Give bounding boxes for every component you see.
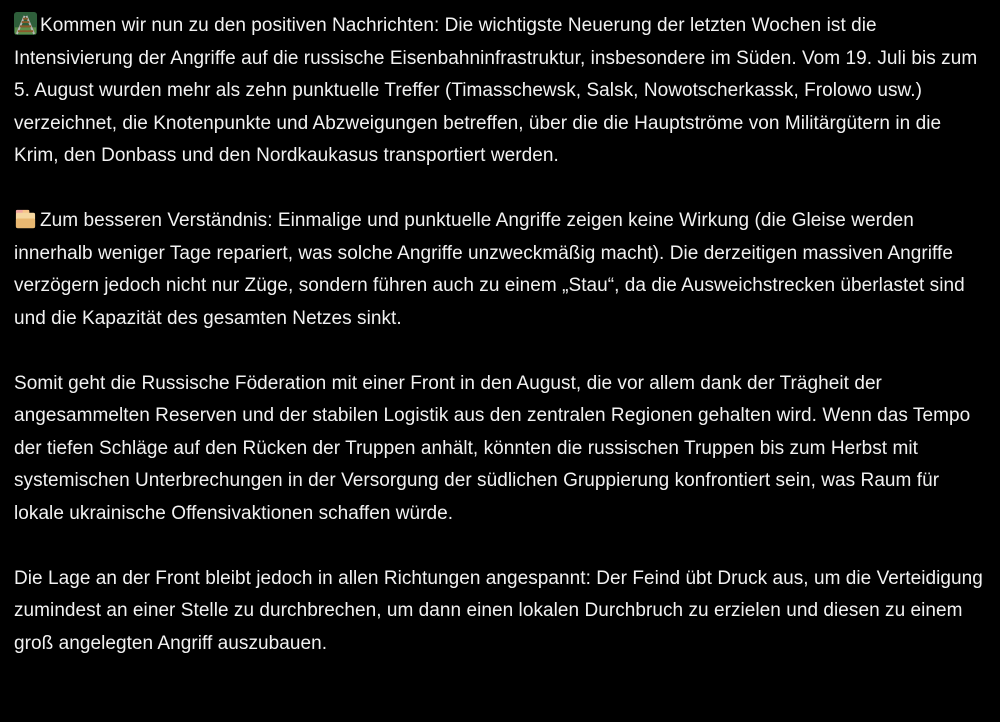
paragraph-text: Die Lage an der Front bleibt jedoch in allen Richtungen angespannt: Der Feind übt Druck aus, um die Verteidigung zumindest an einer Stelle zu durchbrechen, um dann einen lokalen Durchbruch zu erzielen und diesen zu einem groß angelegten Angriff auszubauen. — [14, 567, 983, 654]
paragraph-front-august — [14, 368, 989, 531]
paragraph-railway — [14, 10, 989, 173]
card-index-dividers-icon — [14, 207, 37, 230]
message-body — [14, 10, 989, 660]
paragraph-text: Somit geht die Russische Föderation mit einer Front in den August, die vor allem dank der Trägheit der angesammelten Reserven und der stabilen Logistik aus den zentralen Regionen gehalten wird. Wenn das Tempo der tiefen Schläge auf den Rücken der Truppen anhält, könnten die russischen Truppen bis zum Herbst mit systemischen Unterbrechungen in der Versorgung der südlichen Gruppierung konfrontiert sein, was Raum für lokale ukrainische Offensivaktionen schaffen würde. — [14, 372, 971, 524]
paragraph-understanding — [14, 205, 989, 335]
paragraph-text: Zum besseren Verständnis: Einmalige und punktuelle Angriffe zeigen keine Wirkung (die Gleise werden innerhalb weniger Tage repariert, was solche Angriffe unzweckmäßig macht). Die derzeitigen massiven Angriffe verzögern jedoch nicht nur Züge, sondern führen auch zu einem „Stau“, da die Ausweichstrecken überlastet sind und die Kapazität des gesamten Netzes sinkt. — [14, 210, 965, 329]
paragraph-situation — [14, 563, 989, 661]
paragraph-text: Kommen wir nun zu den positiven Nachrichten: Die wichtigste Neuerung der letzten Wochen ist die Intensivierung der Angriffe auf die russische Eisenbahninfrastruktur, insbesondere im Süden. Vom 19. Juli bis zum 5. August wurden mehr als zehn punktuelle Treffer (Timasschewsk, Salsk, Nowotscherkassk, Frolowo usw.) verzeichnet, die Knotenpunkte und Abzweigungen betreffen, über die die Hauptströme von Militärgütern in die Krim, den Donbass und den Nordkaukasus transportiert werden. — [14, 15, 978, 166]
railway-track-icon — [14, 12, 37, 35]
